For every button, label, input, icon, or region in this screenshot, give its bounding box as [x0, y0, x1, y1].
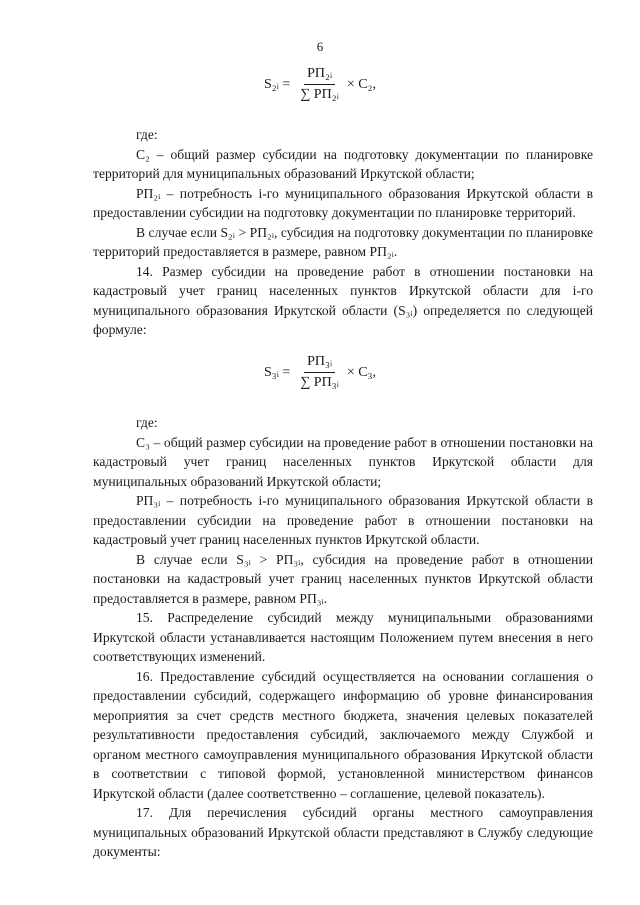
formula-fraction [300, 66, 339, 103]
paragraph: где: [136, 127, 158, 142]
paragraph: РП₃ᵢ – потребность i-го муниципального образования Иркутской области в предоставлении субсидии на проведение работ в отношении постановки на кадастровый учет границ населенных пунктов Иркутской области. [93, 493, 593, 547]
paragraph: 15. Распределение субсидий между муниципальными образованиями Иркутской области устанавливается настоящим Положением путем внесения в него соответствующих изменений. [93, 610, 593, 664]
paragraph: 14. Размер субсидии на проведение работ в отношении постановки на кадастровый учет границ населенных пунктов Иркутской области для i-го муниципального образования Иркутской области (S₃ᵢ) определяется по следующей формуле: [93, 263, 593, 337]
formula-rhs: × C₃, [346, 364, 377, 380]
paragraph: В случае если S₂ᵢ > РП₂ᵢ, субсидия на подготовку документации по планировке территорий предоставляется в размере, равном РП₂ᵢ. [93, 224, 593, 259]
paragraph: 17. Для перечисления субсидий органы местного самоуправления муниципальных образований Иркутской области представляют в Службу следующие документы: [93, 805, 593, 859]
paragraph: C₂ – общий размер субсидии на подготовку документации по планировке территорий для муниципальных образований Иркутской области; [93, 146, 593, 181]
text-block-2 [93, 413, 593, 862]
text-block-1 [93, 125, 593, 340]
formula-fraction [300, 354, 339, 391]
paragraph: C₃ – общий размер субсидии на проведение работ в отношении постановки на кадастровый учет границ населенных пунктов Иркутской области для муниципальных образований Иркутской области; [93, 434, 593, 489]
page-number: 6 [316, 39, 324, 54]
formula-numerator: РП₃ᵢ [304, 354, 335, 373]
formula-denominator: ∑ РП₂ᵢ [300, 87, 339, 102]
formula-rhs: × C₂, [346, 76, 377, 92]
formula-s2 [0, 66, 640, 103]
paragraph: РП₂ᵢ – потребность i-го муниципального образования Иркутской области в предоставлении субсидии на подготовку документации по планировке территорий. [93, 185, 593, 220]
formula-numerator: РП₂ᵢ [304, 66, 335, 85]
paragraph: где: [136, 415, 158, 430]
formula-s3 [0, 354, 640, 391]
formula-lhs: S₃ᵢ = [263, 364, 291, 380]
paragraph: 16. Предоставление субсидий осуществляется на основании соглашения о предоставлении субсидий, содержащего информацию об уровне финансирования мероприятия за счет средств местного бюджета, значения целевых показателей результативности предоставления субсидий, заключаемого между Службой и органом местного самоуправления муниципального образования Иркутской области в соответствии с типовой формой, установленной министерством финансов Иркутской области (далее соответственно – соглашение, целевой показатель). [93, 668, 593, 801]
formula-lhs: S₂ᵢ = [263, 76, 291, 92]
formula-denominator: ∑ РП₃ᵢ [300, 375, 339, 390]
paragraph: В случае если S₃ᵢ > РП₃ᵢ, субсидия на проведение работ в отношении постановки на кадастровый учет границ населенных пунктов Иркутской области предоставляется в размере, равном РП₃ᵢ. [93, 551, 593, 606]
